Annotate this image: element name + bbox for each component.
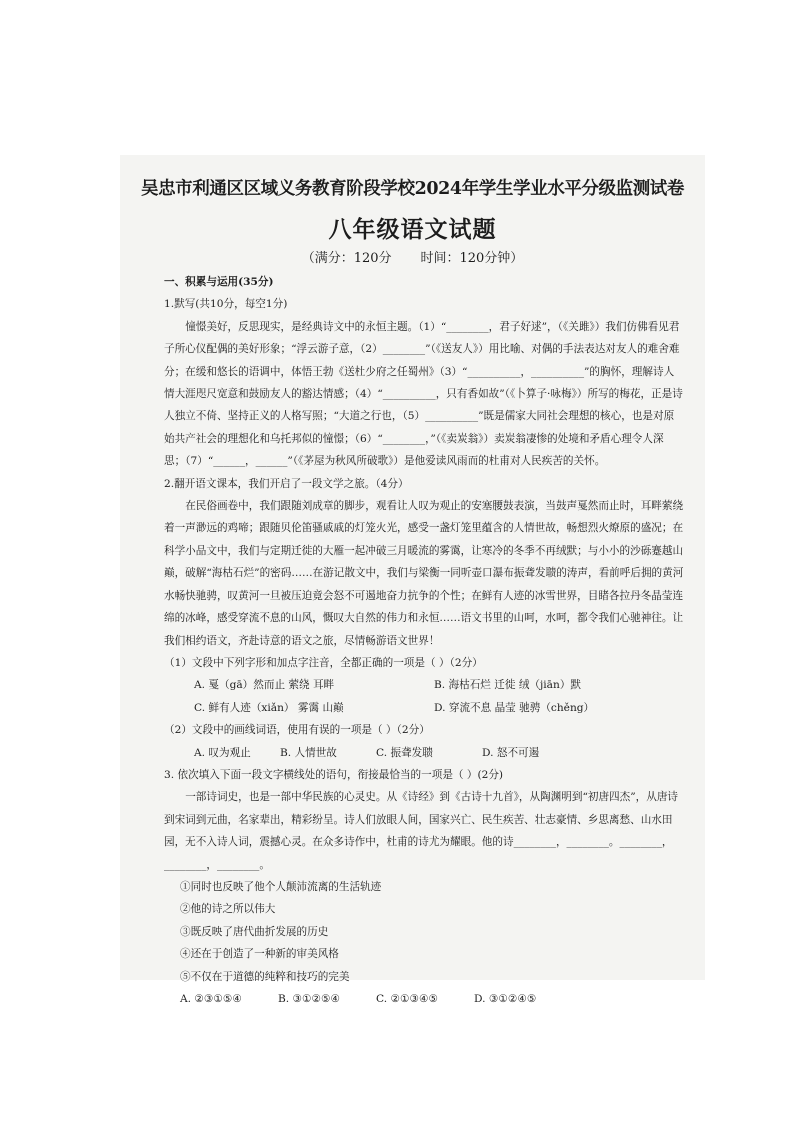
q2-sub1-option-a: A. 戛（gā）然而止 萦绕 耳畔 xyxy=(194,679,335,692)
q2-sub1-stem: （1）文段中下列字形和加点字注音，全都正确的一项是（ ）（2分） xyxy=(164,656,483,669)
q3-item-2: ②他的诗之所以伟大 xyxy=(180,903,276,916)
exam-subtitle: 八年级语文试题 xyxy=(328,216,497,243)
q3-option-c: C. ②①③④⑤ xyxy=(376,993,438,1005)
q1-text: 憧憬美好，反思现实，是经典诗文中的永恒主题。（1）“________，君子好逑”，（《关雎》）我们仿佛看见君子所心仪配偶的美好形象；“浮云游子意，（2）________”（《送友人》）用比喻、对偶的手法表达对友人的难舍难分；在缓和悠长的语调中，体悟王勃《送杜少府之任蜀州》（3）“__________，__________”的胸怀，理解诗人情大涯咫尺宽意和鼓励友人的豁达情感；（4）“__________，只有香如故”（《卜算子·咏梅》）所写的梅花，正是诗人独立不倚、坚持正义的人格写照；“大道之行也，（5）__________”既是儒家大同社会理想的核心，也是对原始共产社会的理想化和乌托邦似的憧憬；（6）“________，”（《卖炭翁》）卖炭翁凄惨的处境和矛盾心理令人深思；（7）“______，______”（《茅屋为秋风所破歌》）是他爱读风雨而的杜甫对人民疾苦的关怀。 xyxy=(164,320,683,468)
exam-paper xyxy=(120,155,705,1005)
q2-sub2-option-c: C. 振聋发聩 xyxy=(376,746,433,759)
q2-sub1-options-row1 xyxy=(164,674,684,696)
q2-sub1-options-row2 xyxy=(164,697,684,719)
q2-sub2-option-d: D. 怒不可遏 xyxy=(482,746,540,759)
q2-passage: 在民俗画卷中，我们跟随刘成章的脚步，观看让人叹为观止的安塞腰鼓表演，当鼓声戛然而止时，耳畔萦绕着一声渺远的鸡啼；跟随贝伦笛骚戚戚的灯笼火光，感受一盏灯笼里蕴含的人情世故，畅想烈火燎原的盛况；在科学小品文中，我们与定期迁徙的大雁一起冲破三月暖流的雾霭，让寒冷的冬季不再绒默；与小小的沙砾蹇越山巅，破解“海枯石烂”的密码……在游记散文中，我们与梁衡一同听壶口瀑布振聋发聩的涛声，看前呼后拥的黄河水畅快驰骋，叹黄河一旦被压迫竟会怒不可遏地奋力抗争的个性；在鲜有人迹的冰雪世界，目睹各拉丹冬晶莹连绵的冰峰，感受穿流不息的山风，慨叹大自然的伟力和永恒……语文书里的山呵，水呵，都令我们心驰神往。让我们相约语文，齐赴诗意的语文之旅，尽情畅游语文世界！ xyxy=(164,500,684,647)
q3-item-5: ⑤不仅在于道德的纯粹和技巧的完美 xyxy=(180,970,350,983)
q3-option-b: B. ③①②⑤④ xyxy=(278,993,341,1005)
q2-sub2-option-a: A. 叹为观止 xyxy=(194,746,251,759)
q2-sub2-option-b: B. 人情世故 xyxy=(280,746,337,759)
q2-stem: 2.翻开语文课本，我们开启了一段文学之旅。（4分） xyxy=(164,477,409,490)
q3-option-a: A. ②③①⑤④ xyxy=(180,993,242,1005)
q2-sub2-stem: （2）文段中的画线词语，使用有误的一项是（ ）（2分） xyxy=(164,724,430,737)
q2-sub1-option-d: D. 穿流不息 晶莹 驰骋（chěng） xyxy=(434,701,595,714)
score-time-info: （满分：120分 时间：120分钟） xyxy=(301,251,524,266)
q3-item-3: ③既反映了唐代曲折发展的历史 xyxy=(180,925,329,938)
section-heading: 一、积累与运用(35分) xyxy=(164,276,274,288)
exam-title: 吴忠市利通区区域义务教育阶段学校2024年学生学业水平分级监测试卷 xyxy=(140,179,684,199)
exam-body xyxy=(164,271,684,1010)
q3-passage: 一部诗词史，也是一部中华民族的心灵史。从《诗经》到《古诗十九首》，从陶渊明到“初唐四杰”，从唐诗到宋词到元曲，名家辈出，精彩纷呈。诗人们放眼人间，国家兴亡、民生疾苦、壮志豪情、乡思离愁、山水田园，无不入诗人词，震撼心灵。在众多诗作中，杜甫的诗尤为耀眼。他的诗________，________。________，________，________。 xyxy=(164,791,679,871)
q3-option-d: D. ③①②④⑤ xyxy=(474,993,537,1005)
q3-item-4: ④还在于创造了一种新的审美风格 xyxy=(180,948,339,961)
q1-stem: 1.默写(共10分，每空1分) xyxy=(164,298,288,311)
q2-sub1-option-b: B. 海枯石烂 迁徙 绒（jiān）默 xyxy=(434,679,582,692)
q2-sub2-options xyxy=(164,742,684,764)
q3-options xyxy=(164,988,684,1010)
q3-item-1: ①同时也反映了他个人颠沛流离的生活轨迹 xyxy=(180,880,382,893)
q3-stem: 3. 依次填入下面一段文字横线处的语句，衔接最恰当的一项是（ ）(2分) xyxy=(164,768,504,781)
q2-sub1-option-c: C. 鲜有人迹（xiǎn） 雾霭 山巅 xyxy=(194,701,344,714)
